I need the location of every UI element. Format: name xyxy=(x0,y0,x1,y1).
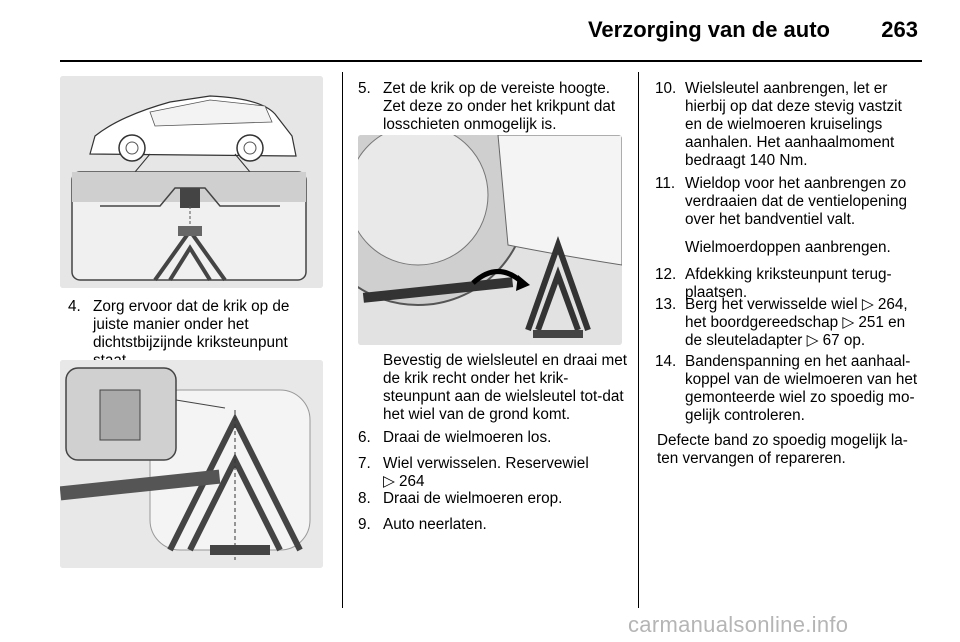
item-number: 5. xyxy=(358,80,371,97)
paragraph: Defecte band zo spoedig mogelijk la-ten vervangen of repareren. xyxy=(657,432,908,467)
list-item xyxy=(358,80,628,134)
item-number: 10. xyxy=(655,80,677,97)
item-number: 7. xyxy=(358,455,371,472)
page-number: 263 xyxy=(881,17,918,42)
watermark: carmanualsonline.info xyxy=(628,612,849,637)
item-text: Wiel verwisselen. Reservewiel xyxy=(383,455,589,472)
list-item xyxy=(655,353,923,425)
jack-closeup-illustration xyxy=(60,360,323,568)
page-reference[interactable]: 251 en xyxy=(858,314,906,331)
item-text: Afdekking kriksteunpunt terug-plaatsen. xyxy=(685,266,892,301)
car-jack-illustration xyxy=(60,76,323,288)
list-item xyxy=(358,455,628,491)
list-item xyxy=(358,429,628,447)
item-text: Bandenspanning en het aanhaal-koppel van de wielmoeren van het gemonteerde wiel zo spoedig mo-gelijk controleren. xyxy=(685,353,918,424)
page-reference-icon: ▷ xyxy=(806,332,819,349)
paragraph: Wielmoerdoppen aanbrengen. xyxy=(685,239,891,256)
column-divider xyxy=(342,72,343,608)
item-number: 13. xyxy=(655,296,677,313)
list-item xyxy=(655,296,923,350)
section-title: Verzorging van de auto xyxy=(587,17,830,42)
page-reference[interactable]: 67 op. xyxy=(822,332,866,349)
page-reference-icon: ▷ xyxy=(861,296,874,313)
column-divider xyxy=(638,72,639,608)
page-reference-icon: ▷ xyxy=(842,314,855,331)
list-item xyxy=(655,175,923,229)
header-rule xyxy=(60,60,922,62)
item-text: het boordgereedschap xyxy=(685,314,839,331)
item-text: Zorg ervoor dat de krik op de juiste manier onder het dichtstbijzijnde kriksteunpunt xyxy=(93,298,290,351)
list-item xyxy=(358,490,628,508)
page-reference[interactable]: 264, xyxy=(877,296,908,313)
item-number: 14. xyxy=(655,353,677,370)
jack-wrench-illustration xyxy=(358,135,622,345)
item-number: 12. xyxy=(655,266,677,283)
item-number: 4. xyxy=(68,298,81,315)
item-text: Wielsleutel aanbrengen, let er hierbij op dat deze stevig vastzit en de wielmoeren kruiselings aanhalen. Het aanhaalmoment bedraagt 140 Nm. xyxy=(685,80,902,169)
item-text: Auto neerlaten. xyxy=(383,516,487,533)
item-text: Draai de wielmoeren erop. xyxy=(383,490,563,507)
item-number: 11. xyxy=(655,175,676,192)
item-number: 8. xyxy=(358,490,371,507)
item-text: Zet de krik op de vereiste hoogte. Zet deze zo onder het krikpunt dat losschieten onmogelijk is. xyxy=(383,80,616,133)
item-text: Berg het verwisselde wiel xyxy=(685,296,858,313)
item-text: de sleuteladapter xyxy=(685,332,803,349)
item-text: Wieldop voor het aanbrengen zo verdraaien dat de ventielopening over het bandventiel valt. xyxy=(685,175,907,228)
item-number: 9. xyxy=(358,516,371,533)
page-reference-icon: ▷ xyxy=(383,473,395,490)
paragraph: Bevestig de wielsleutel en draai met de krik recht onder het krik-steunpunt aan de wielsleutel tot-dat het wiel van de grond komt. xyxy=(383,352,628,423)
item-number: 6. xyxy=(358,429,371,446)
page-reference[interactable]: 264 xyxy=(399,473,425,490)
list-item xyxy=(358,516,628,534)
list-item xyxy=(655,80,923,170)
item-text: Draai de wielmoeren los. xyxy=(383,429,552,446)
